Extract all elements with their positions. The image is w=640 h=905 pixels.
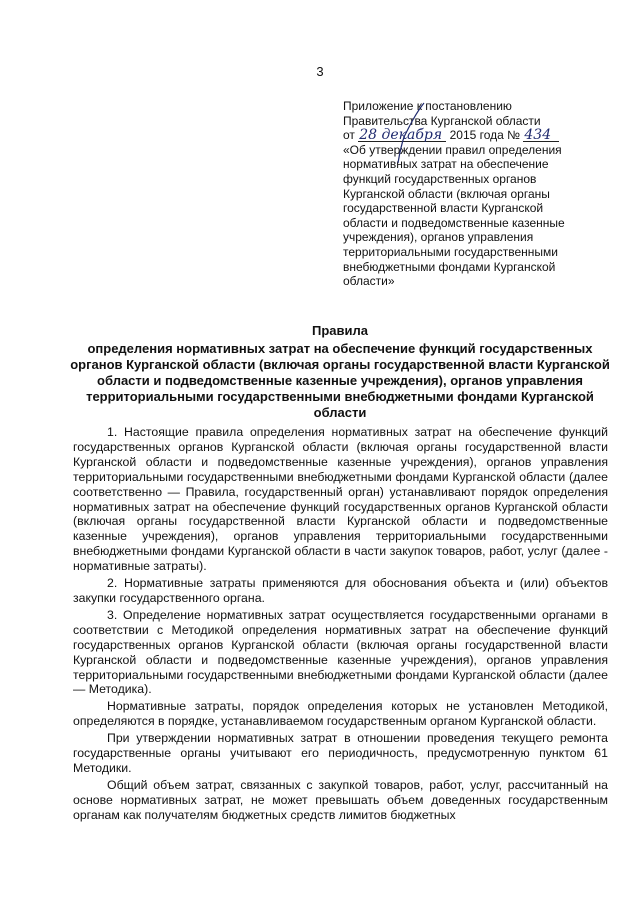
act-line: области и подведомственные казенные xyxy=(343,215,565,230)
appendix-line-1: Приложение к постановлению xyxy=(343,99,512,113)
act-line: внебюджетными фондами Курганской xyxy=(343,259,556,274)
appendix-line-2: Правительства Курганской области xyxy=(343,113,541,128)
act-line: нормативных затрат на обеспечение xyxy=(343,157,549,172)
paragraph: 2. Нормативные затраты применяются для обоснования объекта и (или) объектов закупки государственного органа. xyxy=(73,576,608,605)
act-line: государственной власти Курганской xyxy=(343,201,544,216)
act-line: функций государственных органов xyxy=(343,171,537,186)
paragraph: 3. Определение нормативных затрат осуществляется государственными органами в соответствии с Методикой определения нормативных затрат на обеспечение функций государственных органов Курганской области (включая органы государственной власти Курганской области и подведомственные казенные учреждения), органов управления территориальными государственными внебюджетными фондами Курганской области (далее — Методика). xyxy=(73,607,608,697)
act-line: территориальными государственными xyxy=(343,244,558,259)
page-number: 3 xyxy=(316,64,324,79)
from-label: от xyxy=(343,128,355,143)
document-subtitle: определения нормативных затрат на обеспечение функций государственных органов Курганской области (включая органы государственной власти Курганской области и подведомственные казенные учреждения), органов управления территориальными государственными внебюджетными фондами Курганской области xyxy=(70,341,610,420)
paragraph: При утверждении нормативных затрат в отношении проведения текущего ремонта государственные органы учитывают его периодичность, предусмотренную пунктом 61 Методики. xyxy=(73,731,608,775)
year-label: 2015 года № xyxy=(449,128,521,143)
handwritten-number: 434 xyxy=(524,127,552,144)
handwritten-stroke-icon xyxy=(392,97,432,167)
paragraph: Общий объем затрат, связанных с закупкой товаров, работ, услуг, рассчитанный на основе нормативных затрат, не может превышать объем доведенных государственным органам как получателям бюджетных средств лимитов бюджетных xyxy=(73,777,608,822)
document-heading: Правила xyxy=(312,323,368,338)
handwritten-date: 28 декабря xyxy=(359,127,443,144)
act-line: «Об утверждении правил определения xyxy=(343,142,562,157)
appendix-block xyxy=(343,99,605,289)
appendix-date-line xyxy=(343,128,605,143)
act-line: Курганской области (включая органы xyxy=(343,186,550,201)
act-line: области» xyxy=(343,274,395,289)
paragraph: 1. Настоящие правила определения нормативных затрат на обеспечение функций государственных органов Курганской области (включая органы государственной власти Курганской области и подведомственные казенные учреждения), органов управления территориальными государственными внебюджетными фондами Курганской области (далее соответственно — Правила, государственный орган) устанавливают порядок определения нормативных затрат на обеспечение функций государственных органов Курганской области (включая органы государственной власти Курганской области и подведомственные казенные учреждения), органов управления территориальными государственными внебюджетными фондами Курганской области в части закупок товаров, работ, услуг (далее - нормативные затраты). xyxy=(73,425,608,574)
paragraph: Нормативные затраты, порядок определения которых не установлен Методикой, определяются в порядке, устанавливаемом государственным органом Курганской области. xyxy=(73,699,608,729)
document-body xyxy=(73,425,608,825)
act-line: учреждения), органов управления xyxy=(343,230,534,245)
